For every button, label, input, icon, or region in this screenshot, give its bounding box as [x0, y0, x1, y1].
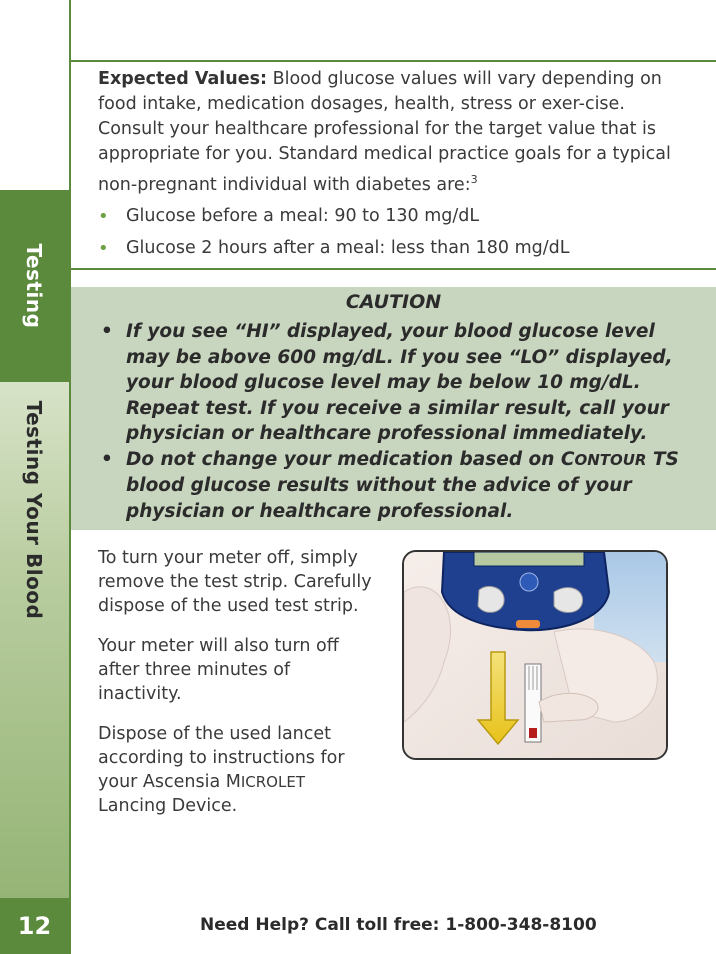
test-strip-icon	[525, 664, 541, 742]
list-item-text: Glucose before a meal: 90 to 130 mg/dL	[126, 206, 480, 226]
list-item-text: Glucose 2 hours after a meal: less than 180 mg/dL	[126, 238, 570, 258]
caution-item	[101, 447, 701, 525]
list-item	[98, 204, 698, 236]
tab-testing-label: Testing	[22, 243, 46, 329]
mid-divider	[69, 268, 716, 270]
lancet-text-end: Lancing Device.	[98, 796, 238, 816]
expected-values-heading: Expected Values:	[98, 69, 268, 89]
bullet-icon: •	[98, 238, 109, 259]
bullet-icon: •	[98, 206, 109, 227]
caution-box	[71, 287, 716, 530]
footnote-ref: 3	[470, 173, 478, 186]
expected-values-text: Blood glucose values will vary depending on food intake, medication dosages, health, stress or exer-cise. Consult your healthcare professional for the target value that is appropriate for you. Standard medical practice goals for a typical non-pregnant individual with diabetes are:	[98, 69, 671, 195]
top-divider	[69, 60, 716, 62]
bullet-icon: •	[101, 321, 113, 342]
list-item	[98, 236, 698, 268]
device-name-smallcaps: ICROLET	[240, 773, 305, 791]
meter-icon	[442, 552, 609, 630]
tab-testing-your-blood[interactable]: Testing Your Blood	[22, 400, 46, 620]
caution-item-text-end: TS blood glucose results without the advice of your physician or healthcare professional.	[126, 448, 679, 522]
caution-title: CAUTION	[345, 291, 442, 313]
glucose-goals-list	[98, 204, 698, 268]
meter-strip-removal-illustration	[402, 550, 668, 760]
illustration-svg	[404, 552, 666, 758]
caution-item	[101, 319, 701, 447]
caution-item-text: Do not change your medication based on C	[126, 448, 575, 470]
turn-off-paragraph: To turn your meter off, simply remove the test strip. Carefully dispose of the used test strip.	[98, 548, 372, 616]
bullet-icon: •	[101, 448, 113, 470]
brand-name-smallcaps: ONTOUR	[574, 450, 647, 469]
auto-off-paragraph: Your meter will also turn off after three minutes of inactivity.	[98, 636, 339, 704]
caution-list	[101, 319, 701, 524]
help-footer: Need Help? Call toll free: 1-800-348-8100	[200, 915, 597, 935]
expected-values-paragraph	[98, 67, 673, 198]
page-number: 12	[0, 898, 69, 954]
lancet-paragraph	[98, 722, 373, 818]
lancet-text: Dispose of the used lancet according to instructions for your Ascensia M	[98, 724, 345, 792]
caution-item-text: If you see “HI” displayed, your blood glucose level may be above 600 mg/dL. If you see “LO” displayed, your blood glucose level may be below 10 mg/dL. Repeat test. If you receive a similar result, call your physician or healthcare professional immediately.	[126, 321, 673, 444]
